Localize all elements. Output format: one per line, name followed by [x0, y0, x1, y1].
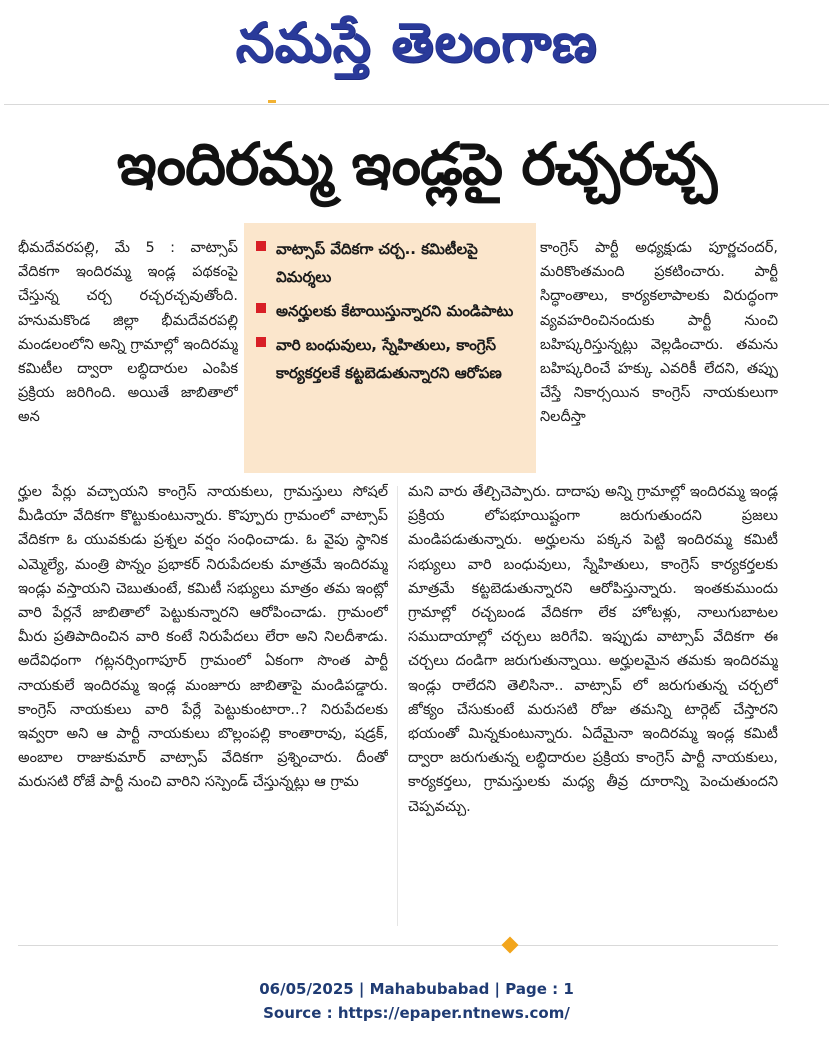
square-bullet-icon — [256, 337, 266, 347]
highlight-text: వారి బంధువులు, స్నేహితులు, కాంగ్రెస్ కార్యకర్తలకే కట్టబెడుతున్నారని ఆరోపణ — [276, 336, 502, 382]
newspaper-masthead: నమస్తే తెలంగాణ — [235, 11, 598, 74]
square-bullet-icon — [256, 241, 266, 251]
end-mark-diamond-icon — [502, 937, 519, 954]
article-body-column-4: మని వారు తేల్చిచెప్పారు. దాదాపు అన్ని గ్రామాల్లో ఇందిరమ్మ ఇండ్ల ప్రక్రియ లోపభూయిష్టంగా జరుగుతుందని ప్రజలు మండిపడుతున్నారు. అర్హులను పక్కన పెట్టి ఇందిరమ్మ కమిటీ సభ్యులు వారి బంధువులు, స్నేహితులు, కాంగ్రెస్ కార్యకర్తలకు మాత్రమే కట్టబెడుతున్నారని ఆరోపిస్తున్నారు. ఇంతకుముందు గ్రామాల్లో రచ్చబండ వేదికగా లేక హోటళ్లు, నాలుగుబాటల సముదాయాల్లో చర్చలు జరిగేవి. ఇప్పుడు వాట్సాప్ వేదికగా ఈ చర్చలు దండిగా జరుగుతున్నాయి. అర్హులమైన తమకు ఇందిరమ్మ ఇండ్లు రాలేదని తెలిసినా.. వాట్సాప్ లో జరుగుతున్న చర్చలో జోక్యం చేసుకుంటే మరుసటి రోజు తమన్ని టార్గెట్ చేస్తారని భయంతో మిన్నకుంటున్నారు. ఏదేమైనా ఇందిరమ్మ ఇండ్ల కమిటీ ద్వారా జరుగుతున్న లబ్ధిదారుల ప్రక్రియ కాంగ్రెస్ పార్టీ నాయకులు, కార్యకర్తలు, గ్రామస్తులకు మధ్య తీవ్ర దూరాన్ని పెంచుతుందని చెప్పవచ్చు. — [408, 484, 778, 815]
article-body-column-1: భీమదేవరపల్లి, మే 5 : వాట్సాప్ వేదికగా ఇందిరమ్మ ఇండ్ల పథకంపై చేస్తున్న చర్చ రచ్చరచ్చవుతోంది. హనుమకొండ జిల్లా భీమదేవరపల్లి మండలంలోని అన్ని గ్రామాల్లో ఇందిరమ్మ కమిటీల ద్వారా లబ్ధిదారుల ఎంపిక ప్రక్రియ జరిగింది. అయితే జాబితాలో అన — [18, 240, 238, 426]
square-bullet-icon — [256, 303, 266, 313]
highlight-item — [256, 331, 524, 387]
source-link[interactable]: Source : https://epaper.ntnews.com/ — [263, 1004, 570, 1022]
column-divider — [397, 486, 398, 926]
highlights-box — [244, 223, 536, 473]
article-headline: ఇందిరమ్మ ఇండ్లపై రచ్చరచ్చ — [116, 130, 717, 198]
highlight-item — [256, 235, 524, 291]
edition-info: 06/05/2025 | Mahabubabad | Page : 1 — [259, 980, 574, 998]
highlight-item — [256, 297, 524, 325]
article-body-column-3: కాంగ్రెస్ పార్టీ అధ్యక్షుడు పూర్ణచందర్, మరికొంతమంది ప్రకటించారు. పార్టీ సిద్ధాంతాలు, కార్యకలాపాలకు విరుద్ధంగా వ్యవహరించినందుకు పార్టీ నుంచి బహిష్కరిస్తున్నట్లు వెల్లడించారు. తమను బహిష్కరించే హక్కు ఎవరికీ లేదని, తప్పు చేస్తే నికార్సయిన కాంగ్రెస్ నాయకులుగా నిలదీస్తా — [540, 240, 778, 426]
highlight-text: వాట్సాప్ వేదికగా చర్చ.. కమిటీలపై విమర్శలు — [276, 240, 478, 286]
masthead-divider — [4, 104, 829, 105]
article-end-rule — [18, 945, 778, 946]
article-body-column-2: ర్హుల పేర్లు వచ్చాయని కాంగ్రెస్ నాయకులు, గ్రామస్తులు సోషల్ మీడియా వేదికగా కొట్టుకుంటున్నారు. కొప్పూరు గ్రామంలో వాట్సాప్ వేదికగా ఓ యువకుడు ప్రశ్నల వర్షం సంధించాడు. ఓ వైపు స్థానిక ఎమ్మెల్యే, మంత్రి పొన్నం ప్రభాకర్ నిరుపేదలకు మాత్రమే ఇందిరమ్మ ఇండ్లు వస్తాయని చెబుతుంటే, కమిటీ సభ్యులు మాత్రం తమ ఇంట్లో వారి పేర్లనే జాబితాలో పెట్టుకున్నారని ఆరోపించాడు. గ్రామంలో మీరు ప్రతిపాదించిన వారి కంటే నిరుపేదలు లేరా అని నిలదీశాడు. అదేవిధంగా గట్లనర్సింగాపూర్ గ్రామంలో ఏకంగా సొంత పార్టీ నాయకులే ఇందిరమ్మ ఇండ్ల మంజూరు జాబితాపై మండిపడ్డారు. కాంగ్రెస్ నాయకులు వారి పేర్లే పెట్టుకుంటారా..? నిరుపేదలకు ఇవ్వరా అని ఆ పార్టీ నాయకులు బొల్లంపల్లి కాంతారావు, షడ్రక్, అంబాల రాజుకుమార్ వాట్సాప్ వేదికగా ప్రశ్నించారు. దీంతో మరుసటి రోజే పార్టీ నుంచి వారిని సస్పెండ్ చేస్తున్నట్లు ఆ గ్రామ — [18, 484, 388, 791]
masthead-accent-mark — [268, 100, 276, 103]
highlight-text: అనర్హులకు కేటాయిస్తున్నారని మండిపాటు — [276, 302, 514, 320]
